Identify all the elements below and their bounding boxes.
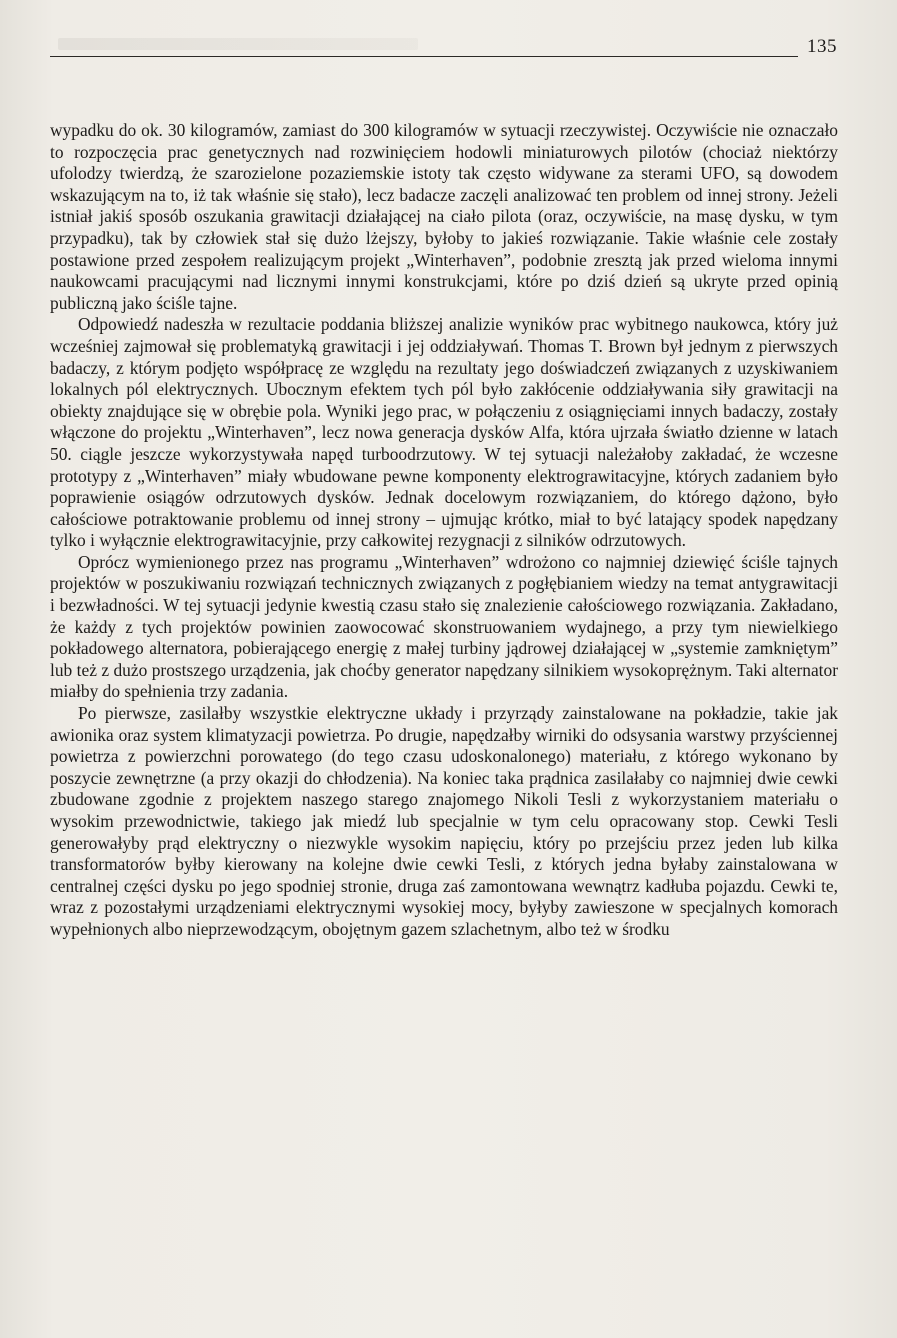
paragraph-1: wypadku do ok. 30 kilogramów, zamiast do 300 kilogramów w sytuacji rzeczywistej. Oczywiście nie oznaczało to rozpoczęcia prac genetycznych nad rozwinięciem hodowli miniaturowych pilotów (chociaż niektórzy ufolodzy twierdzą, że szarozielone pozaziemskie istoty tak często widywane za sterami UFO, są dowodem wskazującym na to, iż tak właśnie się stało), lecz badacze zaczęli analizować ten problem od innej strony. Jeżeli istniał jakiś sposób oszukania grawitacji działającej na ciało pilota (oraz, oczywiście, na masę dysku, w tym przypadku), tak by człowiek stał się dużo lżejszy, byłoby to jakieś rozwiązanie. Takie właśnie cele zostały postawione przed zespołem realizującym projekt „Winterhaven”, podobnie zresztą jak przed wieloma innymi naukowcami pracującymi nad licznymi innymi konstrukcjami, które po dziś dzień są ukryte przed opinią publiczną jako ściśle tajne. bbox=[50, 120, 838, 313]
paragraph-4: Po pierwsze, zasilałby wszystkie elektryczne układy i przyrządy zainstalowane na pokładzie, takie jak awionika oraz system klimatyzacji powietrza. Po drugie, napędzałby wirniki do odsysania warstwy przyściennej powietrza z powierzchni porowatego (do tego czasu udoskonalonego) materiału, z którego wykonano by poszycie zewnętrzne (a przy okazji do chłodzenia). Na koniec taka prądnica zasilałaby co najmniej dwie cewki zbudowane zgodnie z projektem naszego starego znajomego Nikoli Tesli z wykorzystaniem materiału o wysokim przewodnictwie, takiego jak miedź lub specjalnie w tym celu opracowany stop. Cewki Tesli generowałyby prąd elektryczny o niezwykle wysokim napięciu, który po przejściu przez jeden lub kilka transformatorów byłby kierowany na kolejne dwie cewki Tesli, z których jedna byłaby zainstalowana w centralnej części dysku po jego spodniej stronie, druga zaś zamontowana wewnątrz kadłuba pojazdu. Cewki te, wraz z pozostałymi urządzeniami elektrycznymi wysokiej mocy, byłyby zawieszone w specjalnych komorach wypełnionych albo nieprzewodzącym, obojętnym gazem szlachetnym, albo też w środku bbox=[50, 703, 838, 939]
paragraph-2: Odpowiedź nadeszła w rezultacie poddania bliższej analizie wyników prac wybitnego naukowca, który już wcześniej zajmował się problematyką grawitacji i jej oddziaływań. Thomas T. Brown był jednym z pierwszych badaczy, z którym podjęto współpracę ze względu na rezultaty jego doświadczeń związanych z uzyskiwaniem lokalnych pól elektrycznych. Ubocznym efektem tych pól było zakłócenie oddziaływania siły grawitacji na obiekty znajdujące się w obrębie pola. Wyniki jego prac, w połączeniu z osiągnięciami innych badaczy, zostały włączone do projektu „Winterhaven”, lecz nowa generacja dysków Alfa, która ujrzała światło dzienne w latach 50. ciągle jeszcze wykorzystywała napęd turboodrzutowy. W tej sytuacji należałoby zakładać, że wczesne prototypy z „Winterhaven” miały wbudowane pewne komponenty elektrograwitacyjne, których zadaniem było poprawienie osiągów odrzutowych dysków. Jednak docelowym rozwiązaniem, do którego dążono, było całościowe potraktowanie problemu od innej strony – ujmując krótko, miał to być latający spodek napędzany tylko i wyłącznie elektrograwitacyjnie, przy całkowitej rezygnacji z silników odrzutowych. bbox=[50, 314, 838, 551]
paragraph-3: Oprócz wymienionego przez nas programu „Winterhaven” wdrożono co najmniej dziewięć ściśle tajnych projektów w poszukiwaniu rozwiązań technicznych związanych z pogłębianiem wiedzy na temat antygrawitacji i bezwładności. W tej sytuacji jedynie kwestią czasu stało się znalezienie całościowego rozwiązania. Zakładano, że każdy z tych projektów powinien zaowocować skonstruowaniem wydajnego, a przy tym niewielkiego pokładowego alternatora, pobierającego energię z małej turbiny jądrowej działającej w „systemie zamkniętym” lub też z dużo prostszego urządzenia, jak choćby generator napędzany silnikiem wysokoprężnym. Taki alternator miałby do spełnienia trzy zadania. bbox=[50, 551, 838, 702]
faded-running-header bbox=[58, 38, 418, 50]
page-number: 135 bbox=[807, 36, 837, 57]
body-text bbox=[50, 120, 838, 941]
header-rule bbox=[50, 56, 798, 57]
